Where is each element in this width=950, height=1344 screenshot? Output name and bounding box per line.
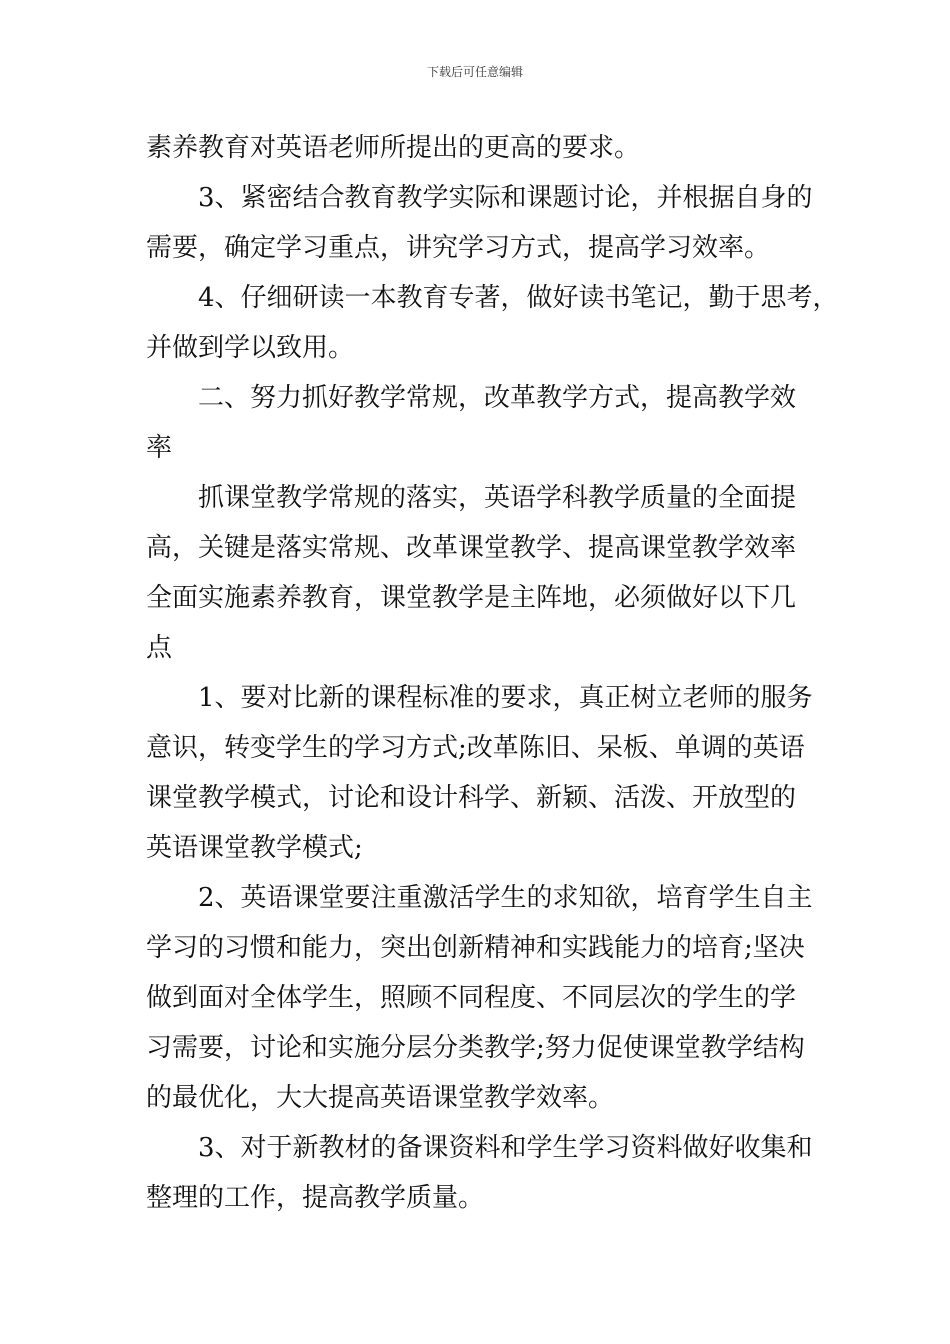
text-line: 课堂教学模式，讨论和设计科学、新颖、活泼、开放型的 [146, 783, 797, 813]
text-line: 3、对于新教材的备课资料和学生学习资料做好收集和 [198, 1133, 813, 1163]
text-line: 2、英语课堂要注重激活学生的求知欲，培育学生自主 [198, 883, 813, 913]
text-line: 做到面对全体学生，照顾不同程度、不同层次的学生的学 [146, 983, 797, 1013]
text-line: 并做到学以致用。 [146, 333, 355, 363]
text-line: 1、要对比新的课程标准的要求，真正树立老师的服务 [198, 683, 813, 713]
text-line: 抓课堂教学常规的落实，英语学科教学质量的全面提 [198, 483, 797, 513]
page-header-note: 下载后可任意编辑 [426, 65, 523, 79]
text-line: 高，关键是落实常规、改革课堂教学、提高课堂教学效率 [146, 533, 797, 563]
text-line: 英语课堂教学模式; [146, 833, 363, 863]
section-heading-continued: 率 [146, 433, 173, 463]
section-heading: 二、努力抓好教学常规，改革教学方式，提高教学效 [198, 383, 797, 413]
text-line: 学习的习惯和能力，突出创新精神和实践能力的培育;坚决 [146, 933, 805, 963]
text-line: 3、紧密结合教育教学实际和课题讨论，并根据自身的 [198, 183, 813, 213]
text-line: 整理的工作，提高教学质量。 [146, 1183, 485, 1213]
text-line: 意识，转变学生的学习方式;改革陈旧、呆板、单调的英语 [146, 733, 805, 763]
document-body [146, 123, 839, 1223]
text-line: 全面实施素养教育，课堂教学是主阵地，必须做好以下几 [146, 583, 797, 613]
text-line: 4、仔细研读一本教育专著，做好读书笔记，勤于思考， [198, 283, 839, 313]
text-line: 的最优化，大大提高英语课堂教学效率。 [146, 1083, 615, 1113]
text-line: 习需要，讨论和实施分层分类教学;努力促使课堂教学结构 [146, 1033, 805, 1063]
text-line: 需要，确定学习重点，讲究学习方式，提高学习效率。 [146, 233, 771, 263]
text-line: 素养教育对英语老师所提出的更高的要求。 [146, 133, 641, 163]
text-line: 点 [146, 633, 173, 663]
